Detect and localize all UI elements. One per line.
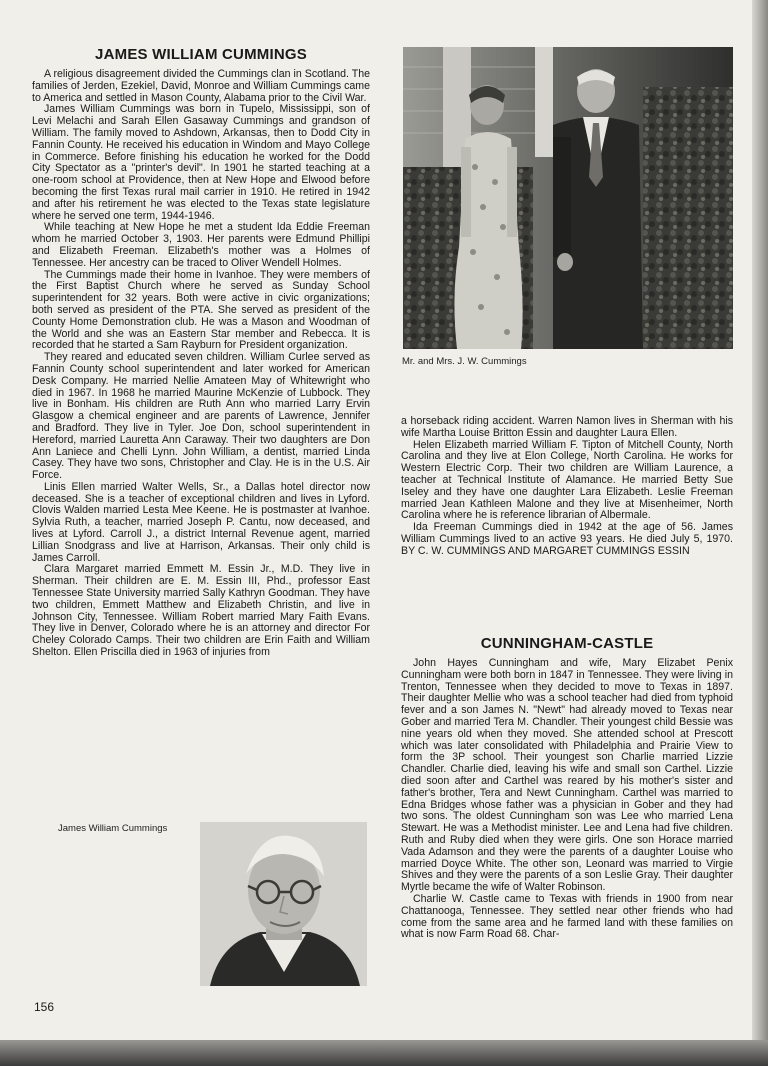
- article-cummings: [32, 46, 370, 659]
- paragraph: James William Cummings was born in Tupelo, Mississippi, son of Levi Melachi and Sarah Ellen Gasaway Cummings and grandson of William. The family moved to Ashdown, Arkansas, then to Dodd City in Fannin County. He received his education in Windom and Mayo College in Commerce. Before finishing his education he worked for the Dodd City Spectator as a "printer's devil". In 1901 he started teaching at a one-room school at Providence, then at New Hope and Elwood before becoming the first Texas rural mail carrier in 1910. He retired in 1942 and after his retirement he was elected to the Texas state legislature where he served one term, 1944-1946.: [32, 103, 370, 222]
- paragraph: Charlie W. Castle came to Texas with friends in 1900 from near Chattanooga, Tennessee. They settled near other friends who had come from the same area and he farmed land with these families on what is now Farm Road 68. Char-: [401, 892, 733, 941]
- photo-caption-portrait: James William Cummings: [58, 823, 168, 834]
- page-edge-bottom: [0, 1040, 768, 1066]
- paragraph: Linis Ellen married Walter Wells, Sr., a Dallas hotel director now deceased. She is a teacher of exceptional children and lives in Lyford. Clovis Walden married Lesta Mee Keene. He is postmaster at Ivanhoe. Sylvia Ruth, a teacher, married Joseph P. Cantu, now deceased, and lives at Lyford. Carroll J., a district Internal Revenue agent, married Lillian Snodgrass and live at Harrison, Arkansas. Their only child is James Carroll.: [32, 480, 370, 564]
- paragraph: Clara Margaret married Emmett M. Essin Jr., M.D. They live in Sherman. Their children are E. M. Essin III, Phd., professor East Tennessee State University married Sally Kathryn Goodman. They have two children, Emmett Matthew and Elizabeth Christin, and live in Johnson City, Tennessee. William Robert married Mary Faith Evans. They live in Denver, Colorado where he is an attorney and director For Cheley Colorado Camps. Their two children are Erin Faith and William Shelton. Ellen Priscilla died in 1963 of injuries from: [32, 563, 370, 659]
- photo-caption-couple: Mr. and Mrs. J. W. Cummings: [402, 356, 527, 367]
- paragraph: A religious disagreement divided the Cummings clan in Scotland. The families of Jerden, Ezekiel, David, Monroe and William Cummings came to America and settled in Mason County, Alabama prior to the Civil War.: [32, 68, 370, 104]
- page-edge-right: [752, 0, 768, 1066]
- paragraph: Helen Elizabeth married William F. Tipton of Mitchell County, North Carolina and they live at Elon College, North Carolina. He works for Western Electric Corp. Their two children are William Laurence, a teacher at Technical Institute of Alamance. He married Betty Sue Iseley and they have one daughter Lara Elizabeth. Leslie Freeman married Jean Kathleen Malone and they live at Misenheimer, North Carolina where he is reference librarian of Albermale.: [401, 438, 733, 522]
- article-title-cunningham-castle: CUNNINGHAM-CASTLE: [480, 635, 654, 652]
- article-title-cummings: JAMES WILLIAM CUMMINGS: [95, 46, 307, 63]
- paragraph: While teaching at New Hope he met a student Ida Eddie Freeman whom he married October 3, 1903. Her parents were Edmund Phillipi and Elizabeth Freeman. Elizabeth's mother was a Holmes of Tennessee. Her ancestry can be traced to Oliver Wendell Holmes.: [32, 221, 370, 269]
- page-number: 156: [34, 1000, 55, 1014]
- paragraph: John Hayes Cunningham and wife, Mary Elizabet Penix Cunningham were both born in 1847 in Tennessee. They were living in Trenton, Tennessee when they decided to move to Texas in 1897. Their daughter Mellie who was a school teacher had died from typhoid fever and a son James N. "Newt" had already moved to Texas near Gober and married Tera M. Chandler. Their youngest child Bessie was nine years old when they moved. She attended school at Prescott which was later consolidated with Philadelphia and Prairie View to form the 3P school. Their youngest son Charlie married Lizzie Chandler. Charlie died, leaving his wife and small son Carthel. Lizzie died soon after and Carthel was reared by his mother's sister and father's brother, Tera and Newt Cunningham. Carthel was married to Edna Bridges whose father was a physician in Gober and they had two sons. The oldest Cunningham son was Lee who married Lena Stewart. He was a Methodist minister. Lee and Lena had five children. Ruth and Ruby died when they were girls. One son Horace married Vada Adamson and they were the parents of a daughter Louise who married Doyce White. The other son, Leonard was married to Virgie Shives and they were the parents of a son Leslie Gray. Their daughter Myrtle became the wife of Walter Robinson.: [401, 657, 733, 894]
- photo-portrait: [200, 822, 367, 986]
- article-cummings-continued: [401, 416, 733, 558]
- article-cunningham-castle: [401, 635, 733, 941]
- paragraph: They reared and educated seven children. William Curlee served as Fannin County school superintendent and later worked for American Desk Company. He married Nellie Amateen May of Whitewright who died in 1967. In 1968 he married Maurine McKenzie of Lubbock. They live in Bonham. His children are Ruth Ann who married Larry Ervin Glasgow a chemical engineer and are parents of Lawrence, Jennifer and Bradford. They live in Tyler. Joe Don, school superintendent in Hereford, married Lauretta Ann Caraway. Their two daughters are Don Ann Laniece and Chelli Lynn. John William, a dentist, married Linda Casey. They have two sons, Christopher and Clay. He is in the U.S. Air Force.: [32, 351, 370, 482]
- paragraph: Ida Freeman Cummings died in 1942 at the age of 56. James William Cummings lived to an active 93 years. He died July 5, 1970. BY C. W. CUMMINGS AND MARGARET CUMMINGS ESSIN: [401, 521, 733, 557]
- paragraph: a horseback riding accident. Warren Namon lives in Sherman with his wife Martha Louise Britton Essin and daughter Laura Ellen.: [401, 415, 733, 439]
- paragraph: The Cummings made their home in Ivanhoe. They were members of the First Baptist Church where he served as Sunday School superintendent for 32 years. Both were active in civic organizations; both served as president of the PTA. She served as president of the County Home Demonstration club. He was a Mason and Woodman of the World and she was an Eastern Star member and Rebecca. It is recorded that he started a Sam Rayburn for President organization.: [32, 268, 370, 352]
- photo-couple: [403, 47, 733, 349]
